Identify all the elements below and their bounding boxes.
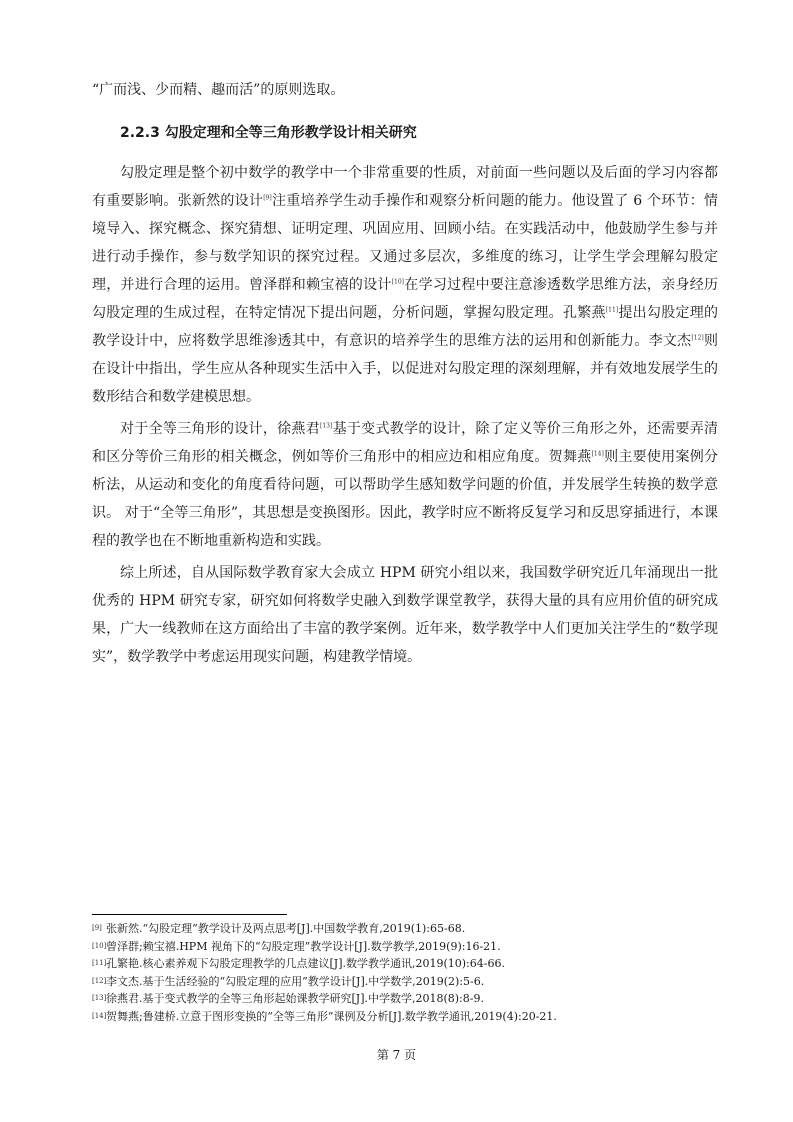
- body-paragraph: [92, 159, 718, 411]
- footnote-item: [92, 955, 718, 973]
- footnote-item: [92, 973, 718, 991]
- footnote-item: [92, 920, 718, 938]
- citation-marker[interactable]: [13]: [320, 422, 333, 430]
- footnote-mark: [11]: [92, 959, 107, 967]
- footnote-item: [92, 938, 718, 956]
- page-number: 第 7 页: [376, 1048, 417, 1062]
- footnote-item: [92, 990, 718, 1008]
- paragraph-text: 提出勾股定理的教学设计中，应将数学思维渗透其中，有意识的培养学生的思维方法的运用和创新能力。李文杰: [92, 305, 719, 349]
- footnote-text: 张新然.“勾股定理”教学设计及两点思考[J].中国数学教育,2019(1):65-68.: [106, 922, 466, 935]
- footnote-text: 李文杰.基于生活经验的“勾股定理的应用”教学设计[J].中学数学,2019(2):5-6.: [106, 974, 485, 988]
- paragraph-text: 则主要使用案例分析法，从运动和变化的角度看待问题，可以帮助学生感知数学问题的价值，并发展学生转换的数学意识。 对于“全等三角形”，其思想是变换图形。因此，教学时应不断将反复学习和反思穿插进行，本课程的教学也在不断地重新构造和实践。: [92, 449, 718, 549]
- footnote-mark: [12]: [92, 976, 107, 985]
- footnote-mark: [10]: [92, 941, 107, 950]
- paragraph-text: 基于变式教学的设计，除了定义等价三角形之外，还需要弄清和区分等价三角形的相关概念，例如等价三角形中的相应边和相应角度。贺舞燕: [92, 421, 719, 465]
- paragraph-text: 注重培养学生动手操作和观察分析问题的能力。他设置了 6 个环节：情境导入、探究概念、探究猜想、证明定理、巩固应用、回顾小结。在实践活动中，他鼓励学生参与并进行动手操作，参与数学知识的探究过程。又通过多层次，多维度的练习，让学生学会理解勾股定理，并进行合理的运用。曾泽群和赖宝禧的设计: [92, 193, 718, 293]
- citation-marker[interactable]: [11]: [605, 306, 619, 314]
- paragraph-text: 在学习过程中要注意渗透数学思维方法，亲身经历勾股定理的生成过程，在特定情况下提出问题，分析问题，掌握勾股定理。孔繁燕: [92, 277, 719, 321]
- footnote-text: 贺舞燕;鲁建桥.立意于图形变换的“全等三角形”课例及分析[J].数学教学通讯,2019(4):20-21.: [106, 1009, 557, 1023]
- lead-paragraph: [92, 76, 718, 104]
- citation-marker[interactable]: [12]: [691, 334, 704, 342]
- footnote-item: [92, 1008, 718, 1026]
- footnote-separator: [92, 914, 287, 915]
- citation-marker[interactable]: [14]: [591, 450, 604, 458]
- paragraph-text: 则在设计中指出，学生应从各种现实生活中入手，以促进对勾股定理的深刻理解，并有效地发展学生的数形结合和数学建模思想。: [92, 333, 719, 405]
- paragraph-text: 对于全等三角形的设计，徐燕君: [120, 421, 320, 437]
- footnote-text: 徐燕君.基于变式教学的全等三角形起始课教学研究[J].中学数学,2018(8):8-9.: [106, 992, 484, 1005]
- footnote-mark: [9]: [92, 924, 102, 932]
- section-heading: 2.2.3 勾股定理和全等三角形教学设计相关研究: [120, 125, 417, 141]
- footnote-text: 曾泽群;赖宝禧.HPM 视角下的“勾股定理”教学设计[J].数学教学,2019(9):16-21.: [106, 939, 501, 953]
- footnote-text: 孔繁艳.核心素养观下勾股定理教学的几点建议[J].数学教学通讯,2019(10):64-66.: [106, 957, 505, 970]
- paragraph-text: 勾股定理是整个初中数学的教学中一个非常重要的性质，对前面一些问题以及后面的学习内容都有重要影响。张新然的设计: [92, 165, 718, 209]
- body-text: [92, 159, 718, 671]
- footnote-mark: [13]: [92, 994, 107, 1002]
- body-paragraph: [92, 559, 718, 671]
- citation-marker[interactable]: [9]: [263, 194, 272, 202]
- paragraph-text: 综上所述，自从国际数学教育家大会成立 HPM 研究小组以来，我国数学研究近几年涌现出一批优秀的 HPM 研究专家，研究如何将数学史融入到数学课堂教学，获得大量的具有应用价值的研究成果，广大一线教师在这方面给出了丰富的教学案例。近年来，数学教学中人们更加关注学生的“数学现实”，数学教学中考虑运用现实问题，构建教学情境。: [92, 565, 718, 665]
- body-paragraph: [92, 415, 718, 555]
- lead-text: “广而浅、少而精、趣而活”的原则选取。: [92, 82, 345, 98]
- footnotes: [92, 920, 718, 1025]
- citation-marker[interactable]: [10]: [391, 278, 405, 286]
- footnote-mark: [14]: [92, 1011, 107, 1020]
